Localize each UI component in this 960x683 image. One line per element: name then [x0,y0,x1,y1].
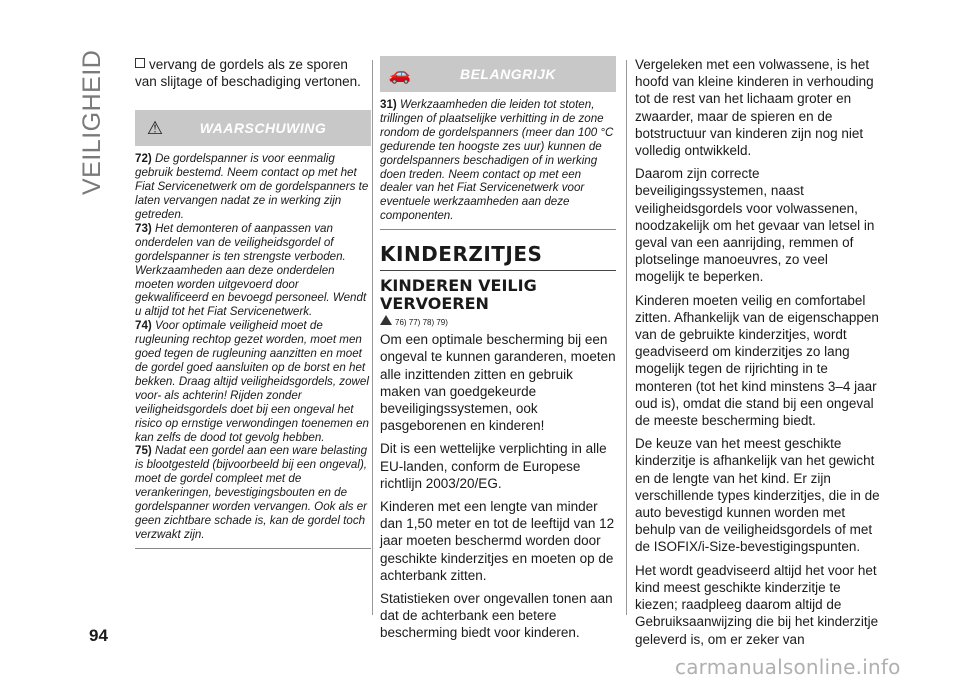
section-side-title [78,45,108,225]
body-paragraph: De keuze van het meest geschikte kinderzitje is afhankelijk van het gewicht en de lengte van het kind. Er zijn verschillende types kinderzitjes, die in de auto bevestigd kunnen worden met behulp van de veiligheidsgordels of met de ISOFIX/i-Size-bevestigingspunten. [635,436,880,555]
warning-box-body [135,146,371,547]
warning-box-header [135,110,371,146]
body-paragraph: Statistieken over ongevallen tonen aan dat de achterbank een betere bescherming biedt voor kinderen. [380,591,613,641]
warning-item: 74) Voor optimale veiligheid moet de rugleuning rechtop gezet worden, moet men goed tegen de rugleuning aanzitten en moet de gordel goed aansluiten op de borst en het bekken. Draag altijd veiligheidsgordels, zowel voor- als achterin! Rijden zonder veiligheidsgordels doet bij een ongeval het risico op ernstige verwondingen toenemen en kan zelfs de dood tot gevolg hebben. [135,319,369,444]
side-title-text: VEILIGHEID [78,49,106,195]
warning-item: 73) Het demonteren of aanpassen van onderdelen van de veiligheidsgordel of gordelspanner is ten strengste verboden. Werkzaamheden aan deze onderdelen moeten worden uitgevoerd door gekwalificeerd en bevoegd personeel. Wendt u altijd tot het Fiat Servicenetwerk. [135,221,367,319]
column-divider [372,60,373,615]
column-left [135,56,371,549]
warning-box [135,110,371,548]
important-box-header [380,56,616,92]
important-box [380,56,616,230]
body-paragraph: Het wordt geadviseerd altijd het voor het kind meest geschikte kinderzitje te kiezen; raadpleeg daarom altijd de Gebruiksaanwijzing die bij het kinderzitje geleverd is, om er zeker van [635,562,879,647]
warning-box-title: WAARSCHUWING [199,120,327,137]
body-paragraph: Kinderen moeten veilig en comfortabel zitten. Afhankelijk van de eigenschappen van de gebruikte kinderzitjes, wordt geadviseerd om kinderzitjes zo lang mogelijk tegen de rijrichting in te monteren (tot het kind minstens 3–4 jaar oud is), omdat die stand bij een ongeval de meeste bescherming biedt. [635,292,879,429]
watermark: carmanualsonline.info [675,655,901,679]
important-item: 31) Werkzaamheden die leiden tot stoten, trillingen of plaatselijke verhitting in de zone rondom de gordelspanners (meer dan 100 °C gedurende ten hoogste zes uur) kunnen de gordelspanners beschadigen of in werking doen treden. Neem contact op met een dealer van het Fiat Servicenetwerk voor eventuele werkzaamheden aan deze componenten. [380,98,614,223]
warning-item: 75) Nadat een gordel aan een ware belasting is blootgesteld (bijvoorbeeld bij een ongeval), moet de gordel compleet met de verankeringen, bevestigingsbouten en de gordelspanner worden vervangen. Ook als er geen zichtbare schade is, kan de gordel toch verzwakt zijn. [135,444,368,541]
body-paragraph: Kinderen met een lengte van minder dan 1,50 meter en tot de leeftijd van 12 jaar moeten beschermd worden door geschikte kinderzitjes en moeten op de achterbank zitten. [380,498,615,583]
warning-references: 76) 77) 78) 79) [380,315,616,327]
body-paragraph: Daarom zijn correcte beveiligingssystemen, naast veiligheidsgordels voor volwassenen, noodzakelijk om het gevaar van letsel in geval van een aanrijding, remmen of plotselinge manoeuvres, zo veel mogelijk te beperken. [635,166,875,285]
section-heading: KINDERZITJES [380,242,616,271]
body-paragraph: Dit is een wettelijke verplichting in alle EU-landen, conform de Europese richtlijn 2003/20/EG. [380,441,607,491]
column-divider [626,60,627,615]
page-number: 94 [89,626,108,645]
body-paragraph: Vergeleken met een volwassene, is het hoofd van kleine kinderen in verhouding tot de rest van het lichaam groter en zwaarder, maar de spieren en de botstructuur van kinderen zijn nog niet volledig ontwikkeld. [635,57,874,159]
warning-item: 72) De gordelspanner is voor eenmalig gebruik bestemd. Neem contact op met het Fiat Servicenetwerk om de gordelspanners te laten vervangen nadat ze in werking zijn getreden. [135,152,369,222]
checkbox-bullet-icon [135,58,145,68]
subsection-heading: KINDEREN VEILIG VERVOEREN [380,276,537,314]
intro-paragraph: vervang de gordels als ze sporen van slijtage of beschadiging vertonen. [135,57,361,90]
column-middle [380,56,616,648]
car-warning-icon: 🚗 [388,63,412,84]
warning-triangle-icon [380,315,392,325]
important-box-title: BELANGRIJK [459,66,556,82]
warning-triangle-icon: ⚠ [146,117,164,138]
body-paragraph: Om een optimale bescherming bij een ongeval te kunnen garanderen, moeten alle inzittenden zitten en gebruik maken van goedgekeurde beveiligingssystemen, ook pasgeborenen en kinderen! [380,332,616,434]
column-right [635,56,880,654]
important-box-body [380,92,616,229]
